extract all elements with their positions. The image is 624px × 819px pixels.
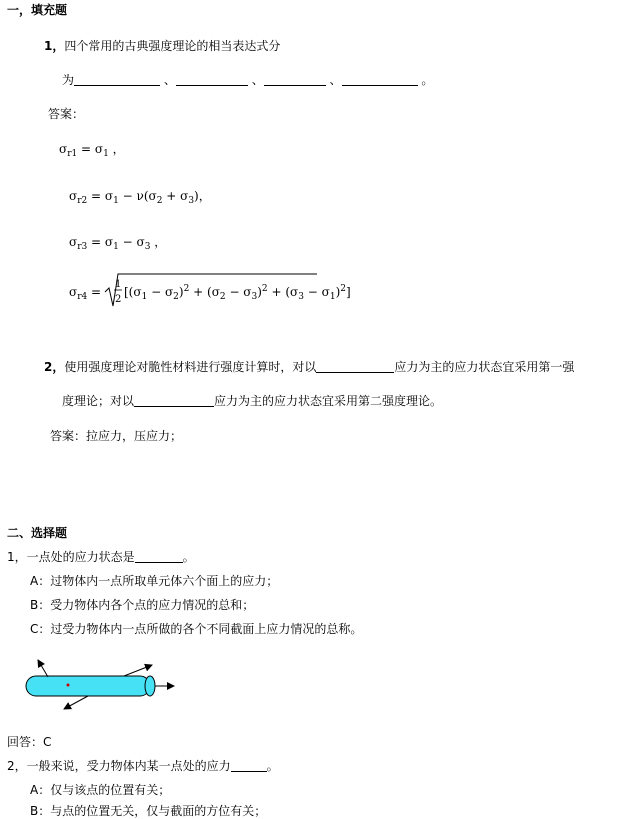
- q1-line1: [44, 37, 280, 54]
- stressed-bar-figure: [18, 655, 178, 713]
- q2-text-b: 应力为主的应力状态宜采用第一强: [394, 360, 575, 374]
- s2-q1-option-c: C：过受力物体内一点所做的各个不同截面上应力情况的总称。: [30, 622, 363, 636]
- q2-blank-2: [134, 394, 214, 407]
- q1-blank-1: [74, 73, 160, 86]
- svg-text:1: 1: [115, 279, 122, 290]
- svg-text:[(σ1 − σ2)2 + (σ2 − σ3)2 + (σ3: $[(\sigma_1 - \sigma_2)^2 + (\sigma_2 - \sigma_3)^2 + (\sigma_3 - \sigma_1)^2]$: [124, 284, 351, 302]
- arrow-up-right: [124, 665, 152, 676]
- svg-text:σr3 = σ1 − σ3 ，: $\sigma_{r3} = \sigma_1 - \sigma_3$ ，: [69, 235, 167, 252]
- s2-q1-stem: [7, 548, 195, 565]
- point-marker: [67, 684, 70, 687]
- q1-end: 。: [421, 73, 434, 87]
- section2-title: 二、选择题: [7, 526, 68, 540]
- s2-q2-blank: [231, 759, 267, 772]
- q2-text-c: 度理论；对以: [62, 394, 135, 408]
- q2-line1: [44, 358, 574, 375]
- section1-title: 一，填充题: [7, 3, 68, 17]
- svg-text:σr2 = σ1 − ν(σ2 + σ3)，: $\sigma_{r2} = \sigma_1 - \nu(\sigma_2 + \sigma_3)$，: [69, 189, 211, 206]
- s2-q1-stem-end: 。: [182, 550, 195, 564]
- s2-q2-stem-text: 2，一般来说，受力物体内某一点处的应力: [7, 759, 231, 773]
- q1-line2: [62, 71, 433, 88]
- q2-number: 2，: [44, 360, 65, 374]
- q1-sep-1: 、: [163, 73, 176, 87]
- q1-blank-2: [176, 73, 248, 86]
- q2-answer: 答案：拉应力，压应力；: [50, 429, 183, 443]
- bar-end-cap: [145, 676, 155, 696]
- q1-sep-3: 、: [329, 73, 342, 87]
- arrow-down-left: [64, 696, 88, 709]
- arrow-up-left: [38, 660, 48, 677]
- s2-q2-option-b: B：与点的位置无关，仅与截面的方位有关；: [30, 804, 267, 818]
- s2-q1-answer: 回答：C: [7, 735, 52, 749]
- q2-text-d: 应力为主的应力状态宜采用第二强度理论。: [214, 394, 443, 408]
- svg-text:2: 2: [115, 294, 122, 305]
- s2-q1-option-a: A：过物体内一点所取单元体六个面上的应力；: [30, 574, 279, 588]
- q2-blank-1: [316, 360, 394, 373]
- q2-text-a: 使用强度理论对脆性材料进行强度计算时，对以: [64, 360, 317, 374]
- bar-body: [26, 676, 150, 696]
- svg-text:σr4 =: $\sigma_{r4}$ =: [69, 285, 102, 302]
- q1-answer-label: 答案：: [48, 107, 85, 121]
- q1-formulas: [55, 136, 351, 316]
- q1-sep-2: 、: [251, 73, 264, 87]
- s2-q1-stem-text: 1，一点处的应力状态是: [7, 550, 135, 564]
- s2-q2-stem: [7, 757, 279, 774]
- s2-q1-blank: [135, 550, 183, 563]
- q1-text: 四个常用的古典强度理论的相当表达式分: [64, 39, 281, 53]
- s2-q2-stem-end: 。: [266, 759, 279, 773]
- s2-q2-option-a: A：仅与该点的位置有关；: [30, 783, 171, 797]
- q1-blank-3: [264, 73, 326, 86]
- s2-q1-option-b: B：受力物体内各个点的应力情况的总和；: [30, 598, 255, 612]
- q1-blank-4: [342, 73, 418, 86]
- q2-line2: [62, 392, 442, 409]
- svg-text:σr1 = σ1 ，: $\sigma_{r1} = \sigma_1$ ，: [59, 142, 125, 159]
- q1-number: 1，: [44, 39, 65, 53]
- q1-line2-prefix: 为: [62, 73, 75, 87]
